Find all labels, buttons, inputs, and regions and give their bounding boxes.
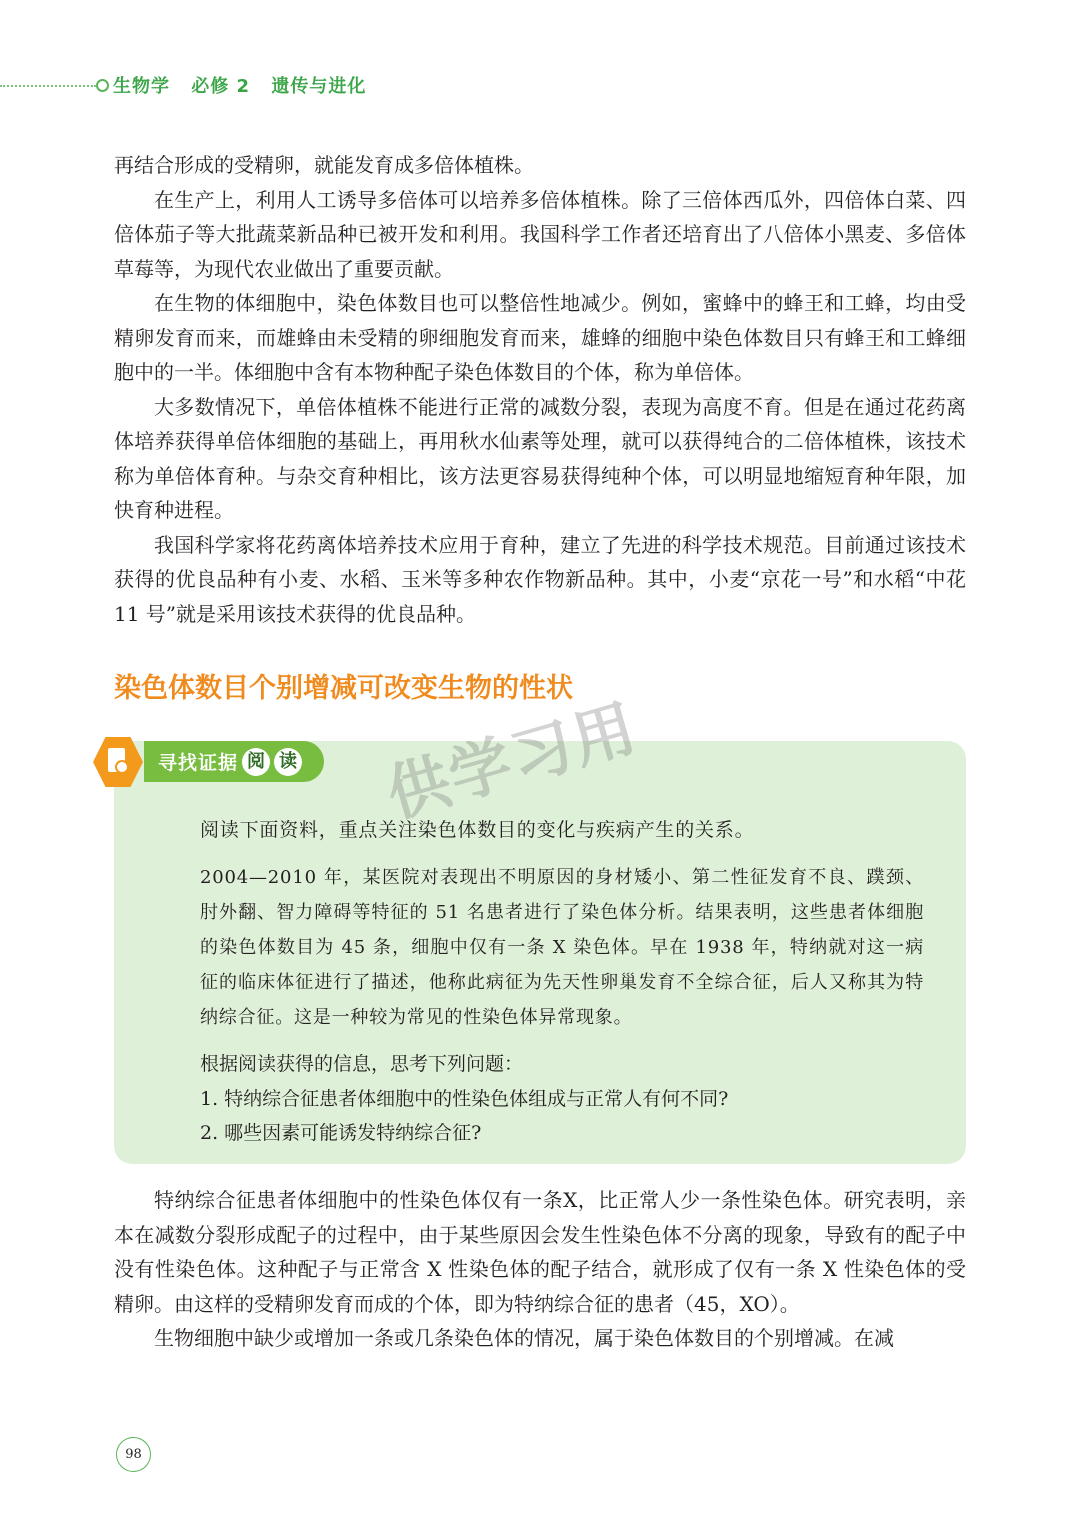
reading-material: 2004—2010 年，某医院对表现出不明原因的身材矮小、第二性征发育不良、蹼颈、肘外翻、智力障碍等特征的 51 名患者进行了染色体分析。结果表明，这些患者体细胞的染色体数目为 45 条，细胞中仅有一条 X 染色体。早在 1938 年，特纳就对这一病征的临床体征进行了描述，他称此病征为先天性卵巢发育不全综合征，后人又称其为特纳综合征。这是一种较为常见的性染色体异常现象。 — [200, 867, 924, 1028]
header-volume: 必修 2 — [191, 76, 251, 97]
header-circle-icon — [96, 79, 109, 92]
paragraph: 特纳综合征患者体细胞中的性染色体仅有一条X，比正常人少一条性染色体。研究表明，亲本在减数分裂形成配子的过程中，由于某些原因会发生性染色体不分离的现象，导致有的配子中没有性染色体。这种配子与正常含 X 性染色体的配子结合，就形成了仅有一条 X 性染色体的受精卵。由这样的受精卵发育而成的个体，即为特纳综合征的患者（45，XO）。 — [114, 1188, 966, 1316]
question-1: 1. 特纳综合征患者体细胞中的性染色体组成与正常人有何不同? — [200, 1087, 729, 1110]
paragraph: 生物细胞中缺少或增加一条或几条染色体的情况，属于染色体数目的个别增减。在减 — [154, 1326, 894, 1350]
badge-char-read1: 阅 — [242, 748, 270, 776]
header-subject: 生物学 — [113, 76, 170, 97]
paragraph: 在生物的体细胞中，染色体数目也可以整倍性地减少。例如，蜜蜂中的蜂王和工蜂，均由受精卵发育而来，而雄蜂由未受精的卵细胞发育而来，雄蜂的细胞中染色体数目只有蜂王和工蜂细胞中的一半。体细胞中含有本物种配子染色体数目的个体，称为单倍体。 — [114, 291, 966, 384]
question-2: 2. 哪些因素可能诱发特纳综合征? — [200, 1122, 482, 1144]
watermark: 供学习用 — [379, 690, 646, 832]
reading-material-block — [200, 860, 924, 1035]
paragraph: 大多数情况下，单倍体植株不能进行正常的减数分裂，表现为高度不育。但是在通过花药离体培养获得单倍体细胞的基础上，再用秋水仙素等处理，就可以获得纯合的二倍体植株，该技术称为单倍体育种。与杂交育种相比，该方法更容易获得纯种个体，可以明显地缩短育种年限，加快育种进程。 — [114, 394, 966, 522]
reading-prompt: 根据阅读获得的信息，思考下列问题： — [200, 1053, 524, 1075]
header-dotted-line — [0, 85, 96, 87]
body-text-bottom — [114, 1183, 966, 1356]
paragraph: 我国科学家将花药离体培养技术应用于育种，建立了先进的科学技术规范。目前通过该技术获得的优良品种有小麦、水稻、玉米等多种农作物新品种。其中，小麦“京花一号”和水稻“中花 11 号”就是采用该技术获得的优良品种。 — [114, 532, 966, 626]
header-title: 遗传与进化 — [271, 76, 367, 97]
paragraph: 再结合形成的受精卵，就能发育成多倍体植株。 — [114, 153, 534, 177]
badge-label: 寻找证据 — [158, 752, 239, 774]
running-header — [113, 72, 380, 98]
page-number: 98 — [116, 1437, 151, 1472]
body-text-top — [114, 148, 966, 631]
section-title: 染色体数目个别增减可改变生物的性状 — [114, 673, 573, 704]
paragraph: 在生产上，利用人工诱导多倍体可以培养多倍体植株。除了三倍体西瓜外，四倍体白菜、四倍体茄子等大批蔬菜新品种已被开发和利用。我国科学工作者还培育出了八倍体小黑麦、多倍体草莓等，为现代农业做出了重要贡献。 — [114, 187, 966, 281]
badge-char-read2: 读 — [274, 748, 302, 776]
reading-questions — [200, 1047, 924, 1151]
reading-intro: 阅读下面资料，重点关注染色体数目的变化与疾病产生的关系。 — [200, 819, 755, 841]
reading-badge — [144, 741, 324, 782]
reading-intro-block — [200, 813, 924, 848]
